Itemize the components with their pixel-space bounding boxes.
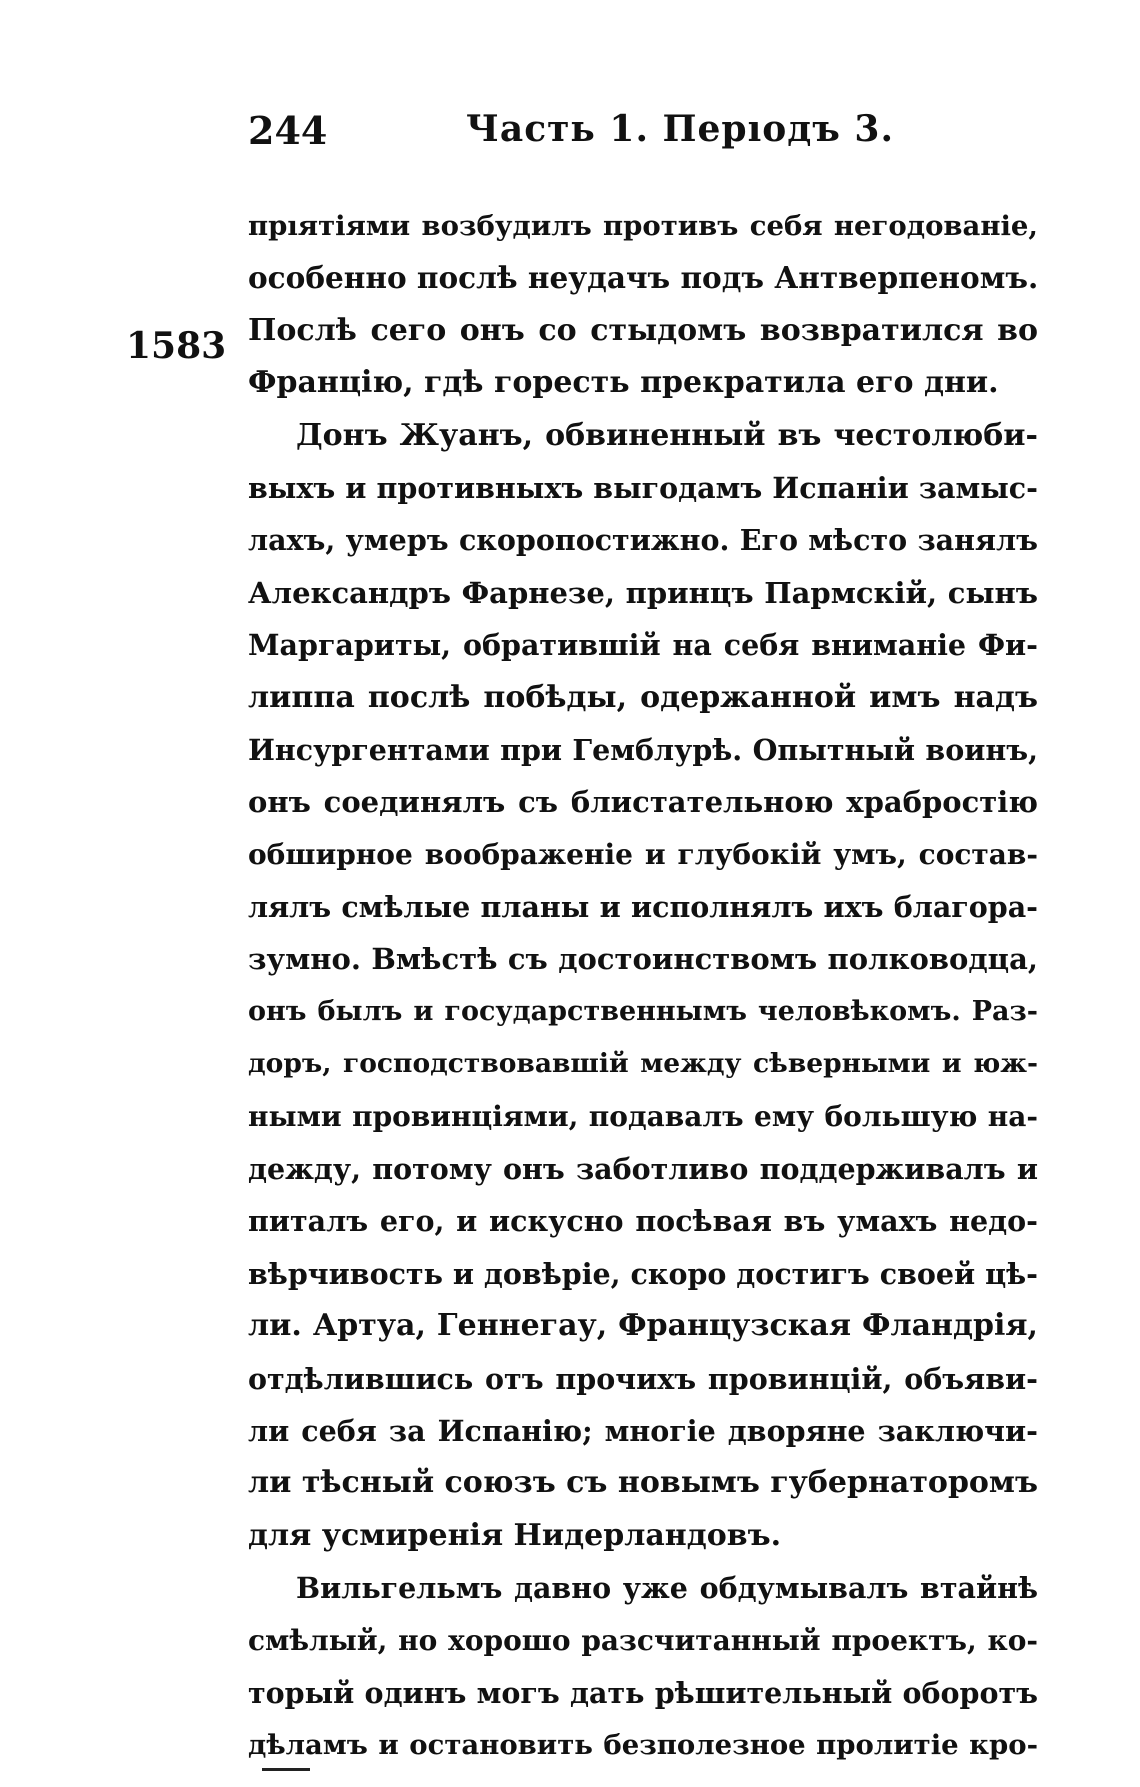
bottom-rule (262, 1768, 310, 1771)
text-line: Францiю, гдѣ горесть прекратила его дни. (248, 365, 999, 401)
page-number: 244 (248, 108, 328, 153)
text-line: ли себя за Испанiю; многiе дворяне заключи- (248, 1413, 1038, 1448)
text-line: торый одинъ могъ дать рѣшительный оборотъ (248, 1675, 1038, 1710)
text-line: лахъ, умеръ скоропостижно. Его мѣсто занялъ (248, 523, 1038, 558)
text-line: особенно послѣ неудачъ подъ Антверпеномъ. (248, 260, 1039, 296)
text-line: онъ соединялъ съ блистательною храбростiю (248, 785, 1038, 820)
body-text (248, 200, 1038, 1772)
text-line: обширное воображенiе и глубокiй умъ, состав- (248, 837, 1038, 871)
text-line: Маргариты, обратившiй на себя вниманiе Фи- (248, 628, 1038, 663)
running-head: Часть 1. Перıодъ 3. (466, 108, 894, 150)
text-line: прıятiями возбудилъ противъ себя негодованiе, (248, 210, 1038, 242)
text-line: Александръ Фарнезе, принцъ Пармскiй, сынъ (248, 575, 1038, 610)
text-line: Инсургентами при Гемблурѣ. Опытный воинъ, (248, 732, 1038, 767)
text-line: дежду, потому онъ заботливо поддерживалъ и (248, 1152, 1038, 1187)
text-line: Вильгельмъ давно уже обдумывалъ втайнѣ (296, 1571, 1038, 1606)
text-line: дѣламъ и остановить безполезное пролитiе кро- (248, 1729, 1038, 1762)
text-line: лялъ смѣлые планы и исполнялъ ихъ благора- (248, 890, 1038, 925)
text-line: смѣлый, но хорошо разсчитанный проектъ, ко- (248, 1623, 1038, 1657)
page-header (248, 108, 1038, 158)
text-line: ли. Артуа, Геннегау, Французская Фландрiя, (248, 1308, 1038, 1344)
margin-year-note: 1583 (126, 325, 227, 367)
text-line: доръ, господствовавшiй между сѣверными и юж- (248, 1048, 1038, 1080)
text-line: Послѣ сего онъ со стыдомъ возвратился во (248, 312, 1038, 348)
text-line: ли тѣсный союзъ съ новымъ губернаторомъ (248, 1465, 1039, 1501)
text-line: отдѣлившись отъ прочихъ провинцiй, объяви- (248, 1361, 1038, 1396)
text-line: зумно. Вмѣстѣ съ достоинствомъ полководца, (248, 942, 1038, 977)
text-line: для усмиренiя Нидерландовъ. (248, 1517, 782, 1553)
text-line: ными провинцiями, подавалъ ему большую на- (248, 1099, 1038, 1133)
text-line: онъ былъ и государственнымъ человѣкомъ. Раз- (248, 995, 1038, 1027)
text-line: липпа послѣ побѣды, одержанной имъ надъ (248, 679, 1038, 715)
text-line: выхъ и противныхъ выгодамъ Испанiи замыс- (248, 470, 1038, 505)
text-line: Донъ Жуанъ, обвиненный въ честолюби- (296, 417, 1038, 453)
text-line: питалъ его, и искусно посѣвая въ умахъ недо- (248, 1204, 1038, 1239)
text-line: вѣрчивость и довѣрiе, скоро достигъ своей цѣ- (248, 1256, 1038, 1291)
